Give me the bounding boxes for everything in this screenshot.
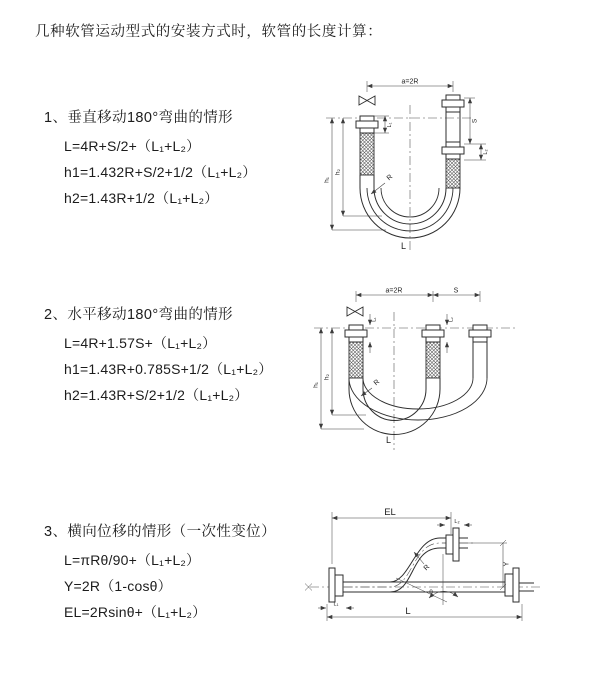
dim-label-h1: h₁ [312, 382, 320, 388]
section-3-formulas [64, 547, 276, 625]
dim-label-h1: h₁ [323, 177, 331, 183]
section-1-heading: 1、垂直移动180°弯曲的情形 [44, 110, 234, 126]
dim-label-h2: h₂ [323, 373, 331, 381]
section-2-heading: 2、水平移动180°弯曲的情形 [44, 307, 234, 323]
dim-label-el: EL [384, 507, 396, 518]
dim-label-r: R [422, 563, 432, 573]
valve-icon [359, 96, 375, 105]
dim-label-l: L [401, 241, 407, 251]
section-vertical-180 [44, 111, 256, 211]
diagram-lateral-displacement [298, 502, 560, 650]
page-title: 几种软管运动型式的安装方式时，软管的长度计算： [35, 24, 383, 40]
dim-label-a2r: a=2R [385, 287, 403, 295]
formula: h1=1.43R+0.785S+1/2（L₁+L₂） [64, 361, 273, 377]
formula: L=4R+S/2+（L₁+L₂） [64, 138, 201, 154]
dim-label-l1: L₁ [371, 317, 378, 322]
dim-label-theta: θ [429, 589, 433, 596]
dim-label-a2r: a=2R [401, 78, 419, 86]
dim-label-r: R [385, 173, 395, 183]
dim-label-l: L [405, 606, 411, 617]
dimensions [318, 507, 522, 621]
dim-label-s: S [471, 118, 479, 124]
hose-u-body [356, 95, 464, 238]
section-2-formulas [64, 330, 272, 408]
dim-label-l: L [386, 435, 392, 445]
hose-u-body [345, 325, 491, 435]
formula: h1=1.432R+S/2+1/2（L₁+L₂） [64, 164, 257, 180]
section-horizontal-180 [44, 308, 272, 408]
dim-label-l2: L₂ [483, 149, 489, 155]
formula: h2=1.43R+S/2+1/2（L₁+L₂） [64, 387, 249, 403]
dim-label-s: S [453, 287, 459, 295]
dim-label-y: Y [503, 561, 511, 567]
formula: Y=2R（1-cosθ） [64, 578, 172, 594]
section-1-formulas [64, 133, 256, 211]
dim-label-r: R [372, 378, 382, 388]
dim-label-l2: L₂ [454, 519, 460, 525]
diagram-horizontal-180-bend [306, 282, 541, 460]
section-lateral-displacement [44, 525, 276, 625]
dim-label-l1: L₁ [333, 601, 339, 608]
dimensions [313, 288, 481, 446]
dim-label-h2: h₂ [334, 168, 342, 176]
formula: L=4R+1.57S+（L₁+L₂） [64, 335, 217, 351]
diagram-vertical-180-bend [312, 72, 532, 257]
dim-label-l1: L₁ [387, 122, 393, 128]
formula: L=πRθ/90+（L₁+L₂） [64, 552, 201, 568]
valve-icon [347, 307, 363, 316]
dim-label-l2: L₂ [448, 317, 455, 322]
section-3-heading: 3、横向位移的情形（一次性变位） [44, 524, 276, 540]
formula: h2=1.43R+1/2（L₁+L₂） [64, 190, 219, 206]
formula: EL=2Rsinθ+（L₁+L₂） [64, 604, 207, 620]
